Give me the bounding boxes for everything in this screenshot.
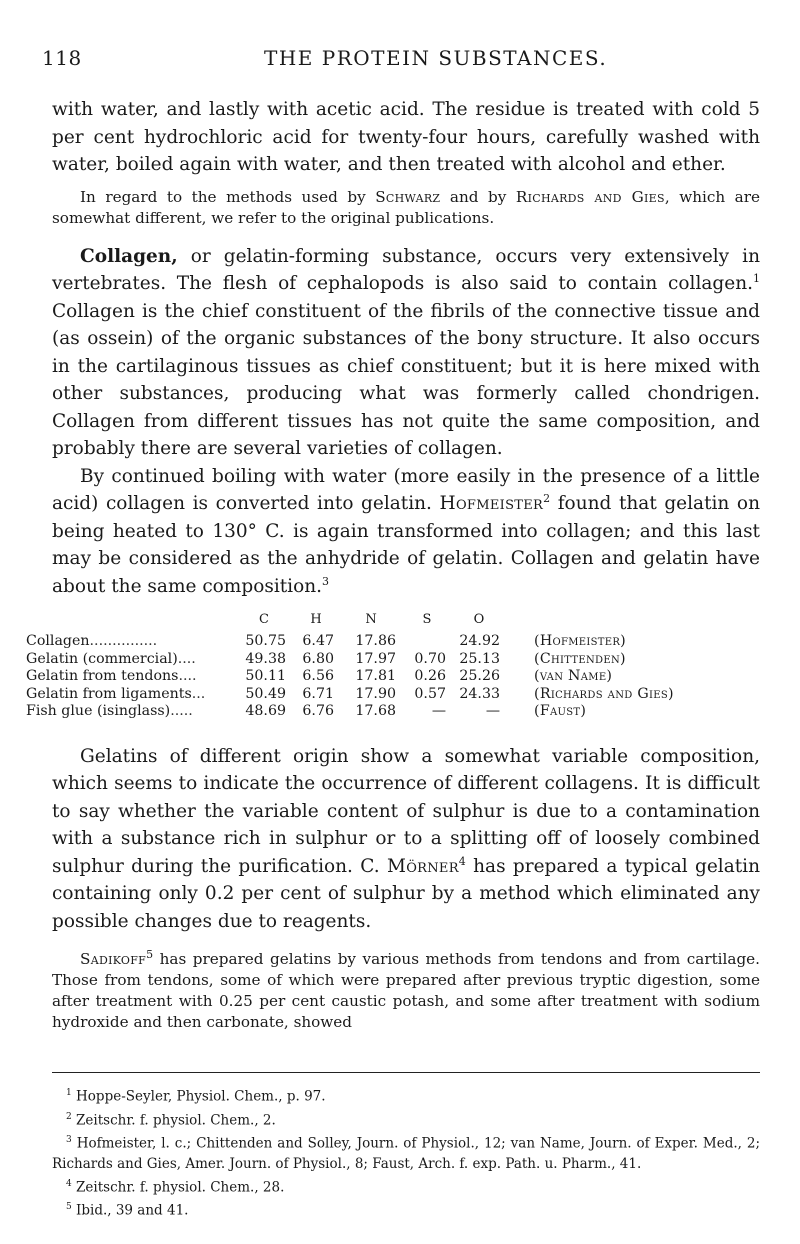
substance-name: Collagen............... — [26, 633, 158, 649]
footnote-ref-5: 5 — [146, 947, 154, 961]
author-hofmeister: Hofmeister — [439, 493, 544, 514]
sadikoff-paragraph: Sadikoff$^5$ has prepared gelatins by various methods from tendons and from cartilage. Those from tendons, some of which were prepared after previous tryptic digestion, some after treatment with 0.25 per cent caustic potash, and some after treatment with sodium hydroxide and then carbonate, showed — [52, 947, 760, 1031]
source-citation: (Hofmeister) — [534, 633, 627, 649]
footnote: $^2$ Zeitschr. f. physiol. Chem., 2. — [66, 1111, 276, 1128]
boiling-paragraph: By continued boiling with water (more easily in the presence of a little acid) collagen is converted into gelatin. Hofmeister$^2$ found that gelatin on being heated to 130° C. is again transformed into collagen; and this last may be considered as the anhydride of gelatin. Collagen and gelatin have about the same composition.$^3$ — [52, 465, 760, 597]
value-h: 6.71 — [302, 685, 334, 702]
value-h: 6.80 — [302, 650, 334, 667]
footnote-number: 3 — [66, 1135, 72, 1145]
col-header-s: S — [422, 612, 432, 627]
footnote-number: 2 — [66, 1111, 72, 1122]
value-n: 17.97 — [355, 650, 396, 667]
footnote-number: 1 — [66, 1088, 72, 1098]
value-c: 50.75 — [245, 633, 286, 649]
footnote-ref-2: 2 — [543, 491, 551, 505]
col-header-c: C — [259, 612, 269, 627]
value-s — [402, 633, 452, 651]
footnote-ref-3: 3 — [322, 574, 330, 588]
page-body — [26, 96, 760, 1033]
substance-name: Gelatin (commercial).... — [26, 650, 196, 667]
footnote: $^4$ Zeitschr. f. physiol. Chem., 28. — [66, 1178, 285, 1195]
value-c: 50.49 — [245, 685, 286, 702]
value-s: 0.26 — [414, 668, 446, 684]
value-c: 50.11 — [245, 668, 286, 684]
page-header — [42, 46, 760, 76]
value-o: 25.26 — [459, 668, 500, 684]
running-title: THE PROTEIN SUBSTANCES. — [264, 46, 608, 70]
methods-note: In regard to the methods used by Schwarz and by Richards and Gies, which are somewhat different, we refer to the original publications. — [52, 187, 760, 227]
footnote-rule — [52, 1072, 760, 1073]
footnote: $^3$ Hofmeister, l. c.; Chittenden and Solley, Journ. of Physiol., 12; van Name, Journ. of Exper. Med., 2; Richards and Gies, Amer. Journ. of Physiol., 8; Faust, Arch. f. exp. Path. u. Pharm., 41. — [52, 1135, 760, 1172]
footnote-number: 5 — [66, 1202, 72, 1212]
composition-table — [26, 612, 766, 721]
value-o: — — [485, 703, 500, 719]
table-row — [26, 651, 766, 669]
col-header-n: N — [365, 612, 377, 627]
source-citation: (Faust) — [534, 703, 587, 719]
substance-name: Fish glue (isinglass)..... — [26, 703, 193, 719]
author-schwarz: Schwarz — [375, 187, 441, 206]
source-citation: (van Name) — [534, 668, 613, 684]
value-h: 6.47 — [302, 633, 334, 649]
value-s: 0.57 — [414, 685, 446, 702]
page-number: 118 — [42, 46, 82, 70]
value-s: — — [431, 703, 446, 719]
substance-name: Gelatin from tendons.... — [26, 668, 197, 684]
footnote-ref-1: 1 — [753, 271, 760, 285]
author-richards-gies: Richards and Gies — [515, 187, 665, 206]
intro-paragraph: with water, and lastly with acetic acid. The residue is treated with cold 5 per cent hydrochloric acid for twenty-four hours, carefully washed with water, boiled again with water, and then treated with alcohol and ether. — [52, 99, 760, 175]
value-h: 6.76 — [302, 703, 334, 719]
col-header-o: O — [473, 612, 485, 627]
collagen-paragraph: Collagen, or gelatin-forming substance, occurs very extensively in vertebrates. The flesh of cephalopods is also said to contain collagen.$^1$ Collagen is the chief constituent of the fibrils of the connective tissue and (as ossein) of the organic substances of the bony structure. It also occurs in the cartilaginous tissues as chief constituent; but it is here mixed with other substances, producing what was formerly called chondrigen. Collagen from different tissues has not quite the same composition, and probably there are several varieties of collagen. — [52, 245, 760, 459]
table-row — [26, 703, 766, 721]
footnotes — [52, 1072, 760, 1221]
footnote: $^5$ Ibid., 39 and 41. — [66, 1202, 189, 1219]
source-citation: (Richards and Gies) — [534, 685, 674, 702]
value-n: 17.68 — [355, 703, 396, 719]
value-s: 0.70 — [414, 650, 446, 667]
value-c: 49.38 — [245, 650, 286, 667]
value-o: 24.33 — [459, 685, 500, 702]
footnote: $^1$ Hoppe-Seyler, Physiol. Chem., p. 97. — [66, 1088, 326, 1105]
value-h: 6.56 — [302, 668, 334, 684]
author-sadikoff: Sadikoff — [80, 950, 147, 968]
footnote-ref-4: 4 — [458, 854, 466, 868]
value-c: 48.69 — [245, 703, 286, 719]
source-citation: (Chittenden) — [534, 650, 626, 667]
table-header-row — [26, 612, 766, 633]
author-morner: Mörner — [386, 855, 459, 877]
gelatins-paragraph: Gelatins of different origin show a somewhat variable composition, which seems to indicate the occurrence of different collagens. It is difficult to say whether the variable content of sulphur is due to a contamination with a substance rich in sulphur or to a splitting off of loosely combined sulphur during the purification. C. Mörner$^4$ has prepared a typical gelatin containing only 0.2 per cent of sulphur by a method which eliminated any possible changes due to reagents. — [52, 745, 760, 932]
value-n: 17.86 — [355, 633, 396, 649]
value-o: 24.92 — [459, 633, 500, 649]
term-collagen: Collagen, — [80, 245, 178, 267]
value-o: 25.13 — [459, 650, 500, 667]
table-row — [26, 633, 766, 651]
table-row — [26, 668, 766, 686]
value-n: 17.90 — [355, 685, 396, 702]
footnote-number: 4 — [66, 1178, 72, 1189]
substance-name: Gelatin from ligaments... — [26, 685, 206, 702]
value-n: 17.81 — [355, 668, 396, 684]
table-row — [26, 686, 766, 704]
col-header-h: H — [310, 612, 322, 627]
